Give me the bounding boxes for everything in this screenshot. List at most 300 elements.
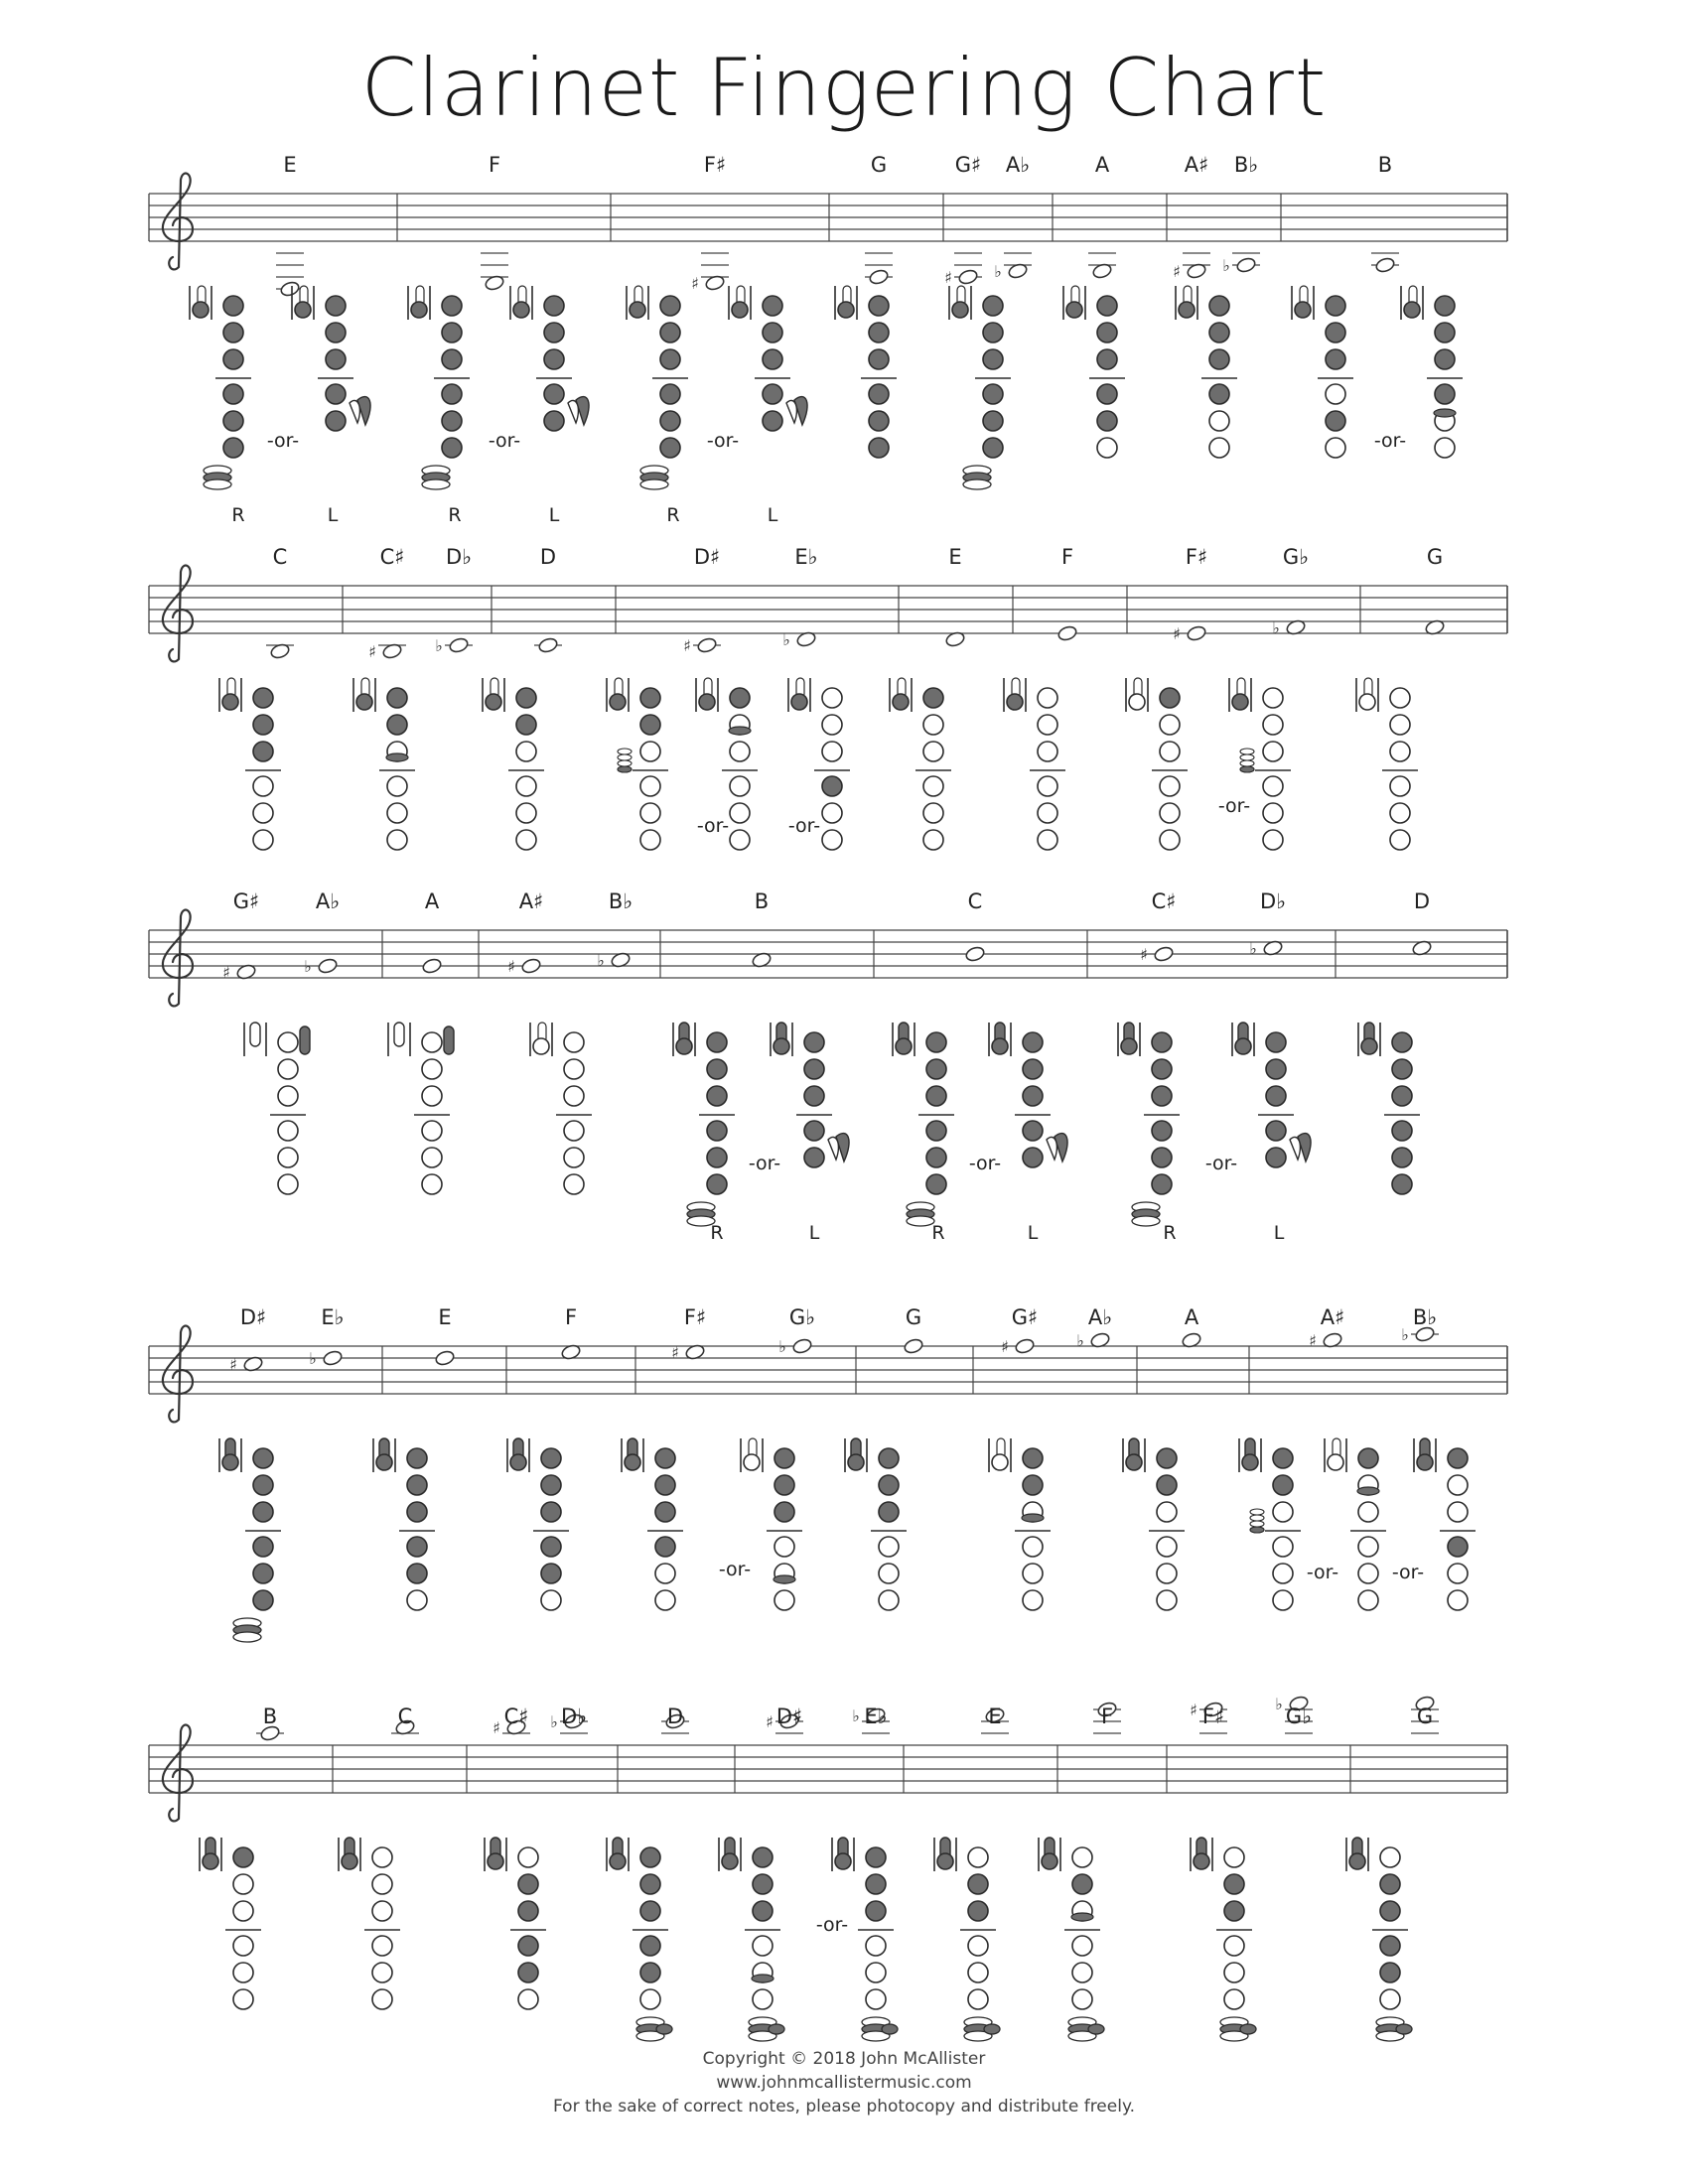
tone-hole-icon (1263, 742, 1283, 761)
tone-hole-icon (518, 1936, 538, 1956)
tone-hole-icon (730, 742, 750, 761)
tone-hole-icon (763, 411, 782, 431)
fingering-diagram (353, 678, 415, 850)
note-name: F♯ (1185, 545, 1208, 569)
tone-hole-icon (1038, 776, 1057, 796)
tone-hole-icon (1152, 1121, 1172, 1141)
tone-hole-icon (879, 1564, 899, 1583)
note-name: F♯ (703, 153, 727, 177)
tone-hole-icon (1358, 1502, 1378, 1522)
trill-key-icon (618, 754, 632, 760)
accidental-icon: ♭ (1272, 618, 1280, 637)
accidental-icon: ♭ (1249, 939, 1257, 958)
accidental-icon: ♯ (1190, 1701, 1197, 1719)
tone-hole-icon (541, 1590, 561, 1610)
thumb-hole-icon (992, 1454, 1008, 1470)
tone-hole-icon (926, 1174, 946, 1194)
tone-hole-icon (253, 688, 273, 708)
tone-hole-icon (1157, 1590, 1177, 1610)
trill-key-icon (1240, 766, 1254, 772)
trill-key-icon (1250, 1527, 1264, 1533)
tone-hole-icon (707, 1121, 727, 1141)
tone-hole-icon (640, 803, 660, 823)
note-head (957, 268, 978, 285)
tone-hole-icon (233, 1901, 253, 1921)
tone-hole-icon (1209, 384, 1229, 404)
note-name: E♭ (864, 1705, 888, 1728)
tone-hole-icon (655, 1590, 675, 1610)
tone-hole-icon (660, 411, 680, 431)
tone-hole-icon (1038, 742, 1057, 761)
tone-hole-icon (1072, 1874, 1092, 1894)
thumb-hole-icon (1235, 1038, 1251, 1054)
tone-hole-icon (278, 1148, 298, 1167)
tone-hole-icon (278, 1059, 298, 1079)
tone-hole-icon (753, 1874, 773, 1894)
tone-hole-icon (1380, 1847, 1400, 1867)
sliver-key-icon (774, 1575, 795, 1583)
fingering-diagram (483, 678, 544, 850)
thumb-hole-icon (1066, 302, 1082, 318)
tone-hole-icon (1209, 349, 1229, 369)
tone-hole-icon (541, 1502, 561, 1522)
tone-hole-icon (879, 1502, 899, 1522)
note-head (1056, 624, 1077, 641)
tone-hole-icon (753, 1901, 773, 1921)
note-name: D♭ (445, 545, 473, 569)
tone-hole-icon (1358, 1448, 1378, 1468)
tone-hole-icon (753, 1936, 773, 1956)
tone-hole-icon (1097, 323, 1117, 342)
accidental-icon: ♯ (1173, 262, 1181, 281)
tone-hole-icon (640, 1989, 660, 2009)
tone-hole-icon (564, 1148, 584, 1167)
tone-hole-icon (387, 776, 407, 796)
accidental-icon: ♯ (1001, 1337, 1009, 1356)
or-label: -or- (1373, 430, 1407, 452)
fingering-diagram (219, 1438, 281, 1642)
tone-hole-icon (407, 1537, 427, 1557)
note (1001, 1305, 1038, 1356)
sliver-key-icon (386, 753, 408, 761)
note-name: G♯ (1011, 1305, 1039, 1329)
website-link[interactable]: www.johnmcallistermusic.com (716, 2073, 972, 2093)
tone-hole-icon (1224, 1847, 1244, 1867)
tone-hole-icon (869, 438, 889, 458)
tone-hole-icon (233, 1936, 253, 1956)
thumb-hole-icon (722, 1853, 738, 1869)
trill-key-icon (618, 749, 632, 754)
tone-hole-icon (1358, 1537, 1378, 1557)
tone-hole-icon (278, 1032, 298, 1052)
tone-hole-icon (1023, 1148, 1043, 1167)
or-label: -or- (1217, 795, 1251, 817)
thumb-hole-icon (222, 1454, 238, 1470)
accidental-icon: ♯ (944, 268, 952, 287)
tone-hole-icon (774, 1475, 794, 1495)
tone-hole-icon (372, 1936, 392, 1956)
note (1371, 153, 1399, 274)
note (865, 153, 893, 286)
tone-hole-icon (804, 1148, 824, 1167)
tone-hole-icon (516, 803, 536, 823)
thumb-hole-icon (630, 302, 645, 318)
tone-hole-icon (253, 776, 273, 796)
hand-label: L (548, 504, 560, 526)
tone-hole-icon (983, 411, 1003, 431)
tone-hole-icon (1038, 830, 1057, 850)
tone-hole-icon (372, 1874, 392, 1894)
trill-key-icon (1250, 1521, 1264, 1527)
distribution-note: For the sake of correct notes, please photocopy and distribute freely. (553, 2097, 1135, 2116)
tone-hole-icon (869, 411, 889, 431)
thumb-hole-icon (411, 302, 427, 318)
fingering-diagram (607, 1838, 672, 2041)
tone-hole-icon (804, 1032, 824, 1052)
pinky-key-icon (1396, 2024, 1412, 2034)
tone-hole-icon (1380, 1963, 1400, 1982)
fingering-diagram (989, 1023, 1067, 1167)
sliver-key-icon (1022, 1514, 1044, 1522)
thumb-hole-icon (1242, 1454, 1258, 1470)
tone-hole-icon (866, 1874, 886, 1894)
note-name: B♭ (608, 889, 633, 913)
accidental-icon: ♭ (309, 1349, 317, 1368)
accidental-icon: ♭ (994, 262, 1002, 281)
tone-hole-icon (1273, 1537, 1293, 1557)
thumb-hole-icon (952, 302, 968, 318)
tone-hole-icon (640, 715, 660, 735)
tone-hole-icon (422, 1148, 442, 1167)
tone-hole-icon (640, 776, 660, 796)
tone-hole-icon (1097, 438, 1117, 458)
accidental-icon: ♯ (507, 957, 515, 976)
note (481, 153, 508, 292)
side-key-icon (1047, 1137, 1056, 1160)
tone-hole-icon (822, 688, 842, 708)
treble-clef (163, 174, 193, 270)
tone-hole-icon (1392, 1148, 1412, 1167)
fingering-diagram (835, 286, 897, 458)
tone-hole-icon (1023, 1121, 1043, 1141)
tone-hole-icon (1209, 323, 1229, 342)
tone-hole-icon (407, 1590, 427, 1610)
tone-hole-icon (1273, 1590, 1293, 1610)
tone-hole-icon (233, 1963, 253, 1982)
thumb-hole-icon (1126, 1454, 1142, 1470)
tone-hole-icon (1263, 803, 1283, 823)
note-name: A♯ (1184, 153, 1209, 177)
tone-hole-icon (923, 776, 943, 796)
note (304, 889, 340, 976)
tone-hole-icon (326, 384, 346, 404)
tone-hole-icon (1273, 1502, 1293, 1522)
accidental-icon: ♯ (229, 1355, 237, 1374)
tone-hole-icon (387, 715, 407, 735)
note-name: A (1184, 1305, 1199, 1329)
accidental-icon: ♭ (782, 630, 790, 649)
tone-hole-icon (1038, 715, 1057, 735)
note-head (964, 945, 985, 962)
tone-hole-icon (1326, 323, 1345, 342)
note (1190, 1701, 1227, 1733)
tone-hole-icon (660, 438, 680, 458)
note-name: C♯ (379, 545, 405, 569)
tone-hole-icon (730, 830, 750, 850)
tone-hole-icon (1435, 323, 1455, 342)
tone-hole-icon (763, 296, 782, 316)
tone-hole-icon (1023, 1448, 1043, 1468)
tone-hole-icon (278, 1086, 298, 1106)
tone-hole-icon (926, 1059, 946, 1079)
tone-hole-icon (1224, 1989, 1244, 2009)
pinky-key-icon (204, 479, 231, 489)
a-key-icon (444, 1026, 454, 1054)
tone-hole-icon (1157, 1537, 1177, 1557)
thumb-hole-icon (486, 694, 501, 710)
note-name: D♯ (239, 1305, 267, 1329)
note-name: A (1094, 153, 1110, 177)
tone-hole-icon (1263, 688, 1283, 708)
thumb-hole-icon (1121, 1038, 1137, 1054)
hand-label: R (1163, 1222, 1177, 1244)
fingering-diagram (510, 286, 589, 431)
fingering-diagram (729, 286, 807, 431)
staff-system (149, 545, 1507, 850)
accidental-icon: ♯ (1140, 945, 1148, 964)
tone-hole-icon (822, 803, 842, 823)
tone-hole-icon (1266, 1148, 1286, 1167)
tone-hole-icon (1160, 776, 1180, 796)
page-title: Clarinet Fingering Chart (360, 42, 1328, 134)
note (1093, 1701, 1121, 1733)
fingering-diagram (1176, 286, 1237, 458)
tone-hole-icon (983, 296, 1003, 316)
tone-hole-icon (1392, 1121, 1412, 1141)
note-name: G (1426, 545, 1444, 569)
thumb-hole-icon (510, 1454, 526, 1470)
tone-hole-icon (923, 688, 943, 708)
note-name: A♭ (1005, 153, 1031, 177)
tone-hole-icon (253, 803, 273, 823)
accidental-icon: ♯ (691, 274, 699, 293)
pinky-key-icon (882, 2024, 898, 2034)
tone-hole-icon (1390, 688, 1410, 708)
tone-hole-icon (1097, 296, 1117, 316)
tone-hole-icon (1209, 296, 1229, 316)
tone-hole-icon (1160, 715, 1180, 735)
note-name: C♯ (503, 1705, 529, 1728)
note-name: D♯ (775, 1705, 803, 1728)
tone-hole-icon (869, 349, 889, 369)
thumb-hole-icon (513, 302, 529, 318)
tone-hole-icon (1097, 384, 1117, 404)
note-name: C (272, 545, 288, 569)
fingering-diagram (1292, 286, 1353, 458)
fingering-diagram (673, 1023, 735, 1226)
tone-hole-icon (983, 384, 1003, 404)
fingering-diagram (1239, 1438, 1301, 1610)
tone-hole-icon (253, 742, 273, 761)
fingering-diagram (530, 1023, 592, 1194)
sliver-key-icon (1357, 1487, 1379, 1495)
tone-hole-icon (640, 1847, 660, 1867)
pinky-key-icon (1132, 1216, 1160, 1226)
tone-hole-icon (968, 1847, 988, 1867)
thumb-hole-icon (896, 1038, 912, 1054)
tone-hole-icon (544, 296, 564, 316)
tone-hole-icon (879, 1475, 899, 1495)
tone-hole-icon (1023, 1590, 1043, 1610)
tone-hole-icon (1380, 1874, 1400, 1894)
tone-hole-icon (233, 1847, 253, 1867)
tone-hole-icon (518, 1874, 538, 1894)
note-name: G (905, 1305, 922, 1329)
tone-hole-icon (655, 1502, 675, 1522)
hand-label: R (448, 504, 462, 526)
fingering-diagram (1401, 286, 1463, 458)
tone-hole-icon (866, 1847, 886, 1867)
tone-hole-icon (223, 323, 243, 342)
thumb-hole-icon (1295, 302, 1311, 318)
tone-hole-icon (1097, 349, 1117, 369)
thumb-hole-icon (699, 694, 715, 710)
tone-hole-icon (1266, 1086, 1286, 1106)
note-head (322, 1349, 343, 1366)
tone-hole-icon (822, 830, 842, 850)
fingering-diagram (893, 1023, 954, 1226)
tone-hole-icon (866, 1936, 886, 1956)
hand-label: L (808, 1222, 820, 1244)
tone-hole-icon (879, 1448, 899, 1468)
thumb-hole-icon (610, 1853, 626, 1869)
tone-hole-icon (763, 384, 782, 404)
tone-hole-icon (1326, 349, 1345, 369)
accidental-icon: ♯ (766, 1712, 774, 1731)
fingering-diagram (190, 286, 251, 489)
hand-label: L (1273, 1222, 1285, 1244)
tone-hole-icon (407, 1475, 427, 1495)
fingering-diagram (408, 286, 470, 489)
tone-hole-icon (660, 323, 680, 342)
tone-hole-icon (1263, 715, 1283, 735)
thumb-hole-icon (848, 1454, 864, 1470)
tone-hole-icon (774, 1537, 794, 1557)
side-key-icon (786, 400, 796, 423)
tone-hole-icon (372, 1963, 392, 1982)
tone-hole-icon (822, 742, 842, 761)
tone-hole-icon (253, 1590, 273, 1610)
tone-hole-icon (763, 349, 782, 369)
note (534, 545, 562, 654)
thumb-hole-icon (533, 1038, 549, 1054)
note (1056, 545, 1077, 642)
thumb-hole-icon (1194, 1853, 1209, 1869)
fingering-diagram (741, 1438, 802, 1610)
trill-key-icon (1240, 760, 1254, 766)
or-label: -or- (706, 430, 740, 452)
tone-hole-icon (223, 438, 243, 458)
tone-hole-icon (822, 715, 842, 735)
note (671, 1305, 706, 1362)
note-name: G (1416, 1705, 1434, 1728)
tone-hole-icon (442, 411, 462, 431)
fingering-diagram (1325, 1438, 1386, 1610)
tone-hole-icon (541, 1475, 561, 1495)
tone-hole-icon (923, 742, 943, 761)
tone-hole-icon (926, 1121, 946, 1141)
or-label: -or- (266, 430, 300, 452)
fingering-diagram (890, 678, 951, 850)
tone-hole-icon (518, 1989, 538, 2009)
tone-hole-icon (707, 1086, 727, 1106)
tone-hole-icon (730, 776, 750, 796)
tone-hole-icon (564, 1174, 584, 1194)
note (1411, 1695, 1439, 1733)
thumb-hole-icon (222, 694, 238, 710)
tone-hole-icon (879, 1537, 899, 1557)
tone-hole-icon (1157, 1502, 1177, 1522)
tone-hole-icon (926, 1032, 946, 1052)
hand-label: R (931, 1222, 945, 1244)
fingering-diagram (1118, 1023, 1180, 1226)
note (1249, 889, 1286, 958)
fingering-diagram (622, 1438, 683, 1610)
note-name: F♯ (683, 1305, 707, 1329)
note-name: A♭ (1087, 1305, 1113, 1329)
tone-hole-icon (1209, 438, 1229, 458)
tone-hole-icon (640, 1963, 660, 1982)
accidental-icon: ♭ (597, 951, 605, 970)
tone-hole-icon (223, 384, 243, 404)
tone-hole-icon (707, 1174, 727, 1194)
tone-hole-icon (1326, 296, 1345, 316)
note (222, 889, 259, 982)
tone-hole-icon (822, 776, 842, 796)
tone-hole-icon (1072, 1936, 1092, 1956)
sliver-key-icon (1071, 1913, 1093, 1921)
accidental-icon: ♯ (683, 636, 691, 655)
tone-hole-icon (541, 1448, 561, 1468)
tone-hole-icon (869, 323, 889, 342)
thumb-hole-icon (992, 1038, 1008, 1054)
tone-hole-icon (544, 349, 564, 369)
thumb-hole-icon (203, 1853, 218, 1869)
tone-hole-icon (1224, 1874, 1244, 1894)
note (368, 545, 406, 661)
fingering-diagram (832, 1838, 898, 2041)
note-head (696, 636, 717, 653)
tone-hole-icon (233, 1874, 253, 1894)
thumb-hole-icon (1007, 694, 1023, 710)
note-head (421, 957, 442, 974)
note (766, 1705, 803, 1733)
tone-hole-icon (518, 1847, 538, 1867)
accidental-icon: ♭ (304, 957, 312, 976)
thumb-hole-icon (295, 302, 311, 318)
tone-hole-icon (223, 296, 243, 316)
or-label: -or- (815, 1914, 849, 1936)
tone-hole-icon (541, 1564, 561, 1583)
tone-hole-icon (516, 830, 536, 850)
note-name: B (262, 1705, 278, 1728)
note (1411, 889, 1432, 957)
accidental-icon: ♭ (435, 636, 443, 655)
tone-hole-icon (1448, 1475, 1468, 1495)
thumb-hole-icon (1361, 1038, 1377, 1054)
note-head (1014, 1337, 1035, 1354)
tone-hole-icon (1390, 715, 1410, 735)
